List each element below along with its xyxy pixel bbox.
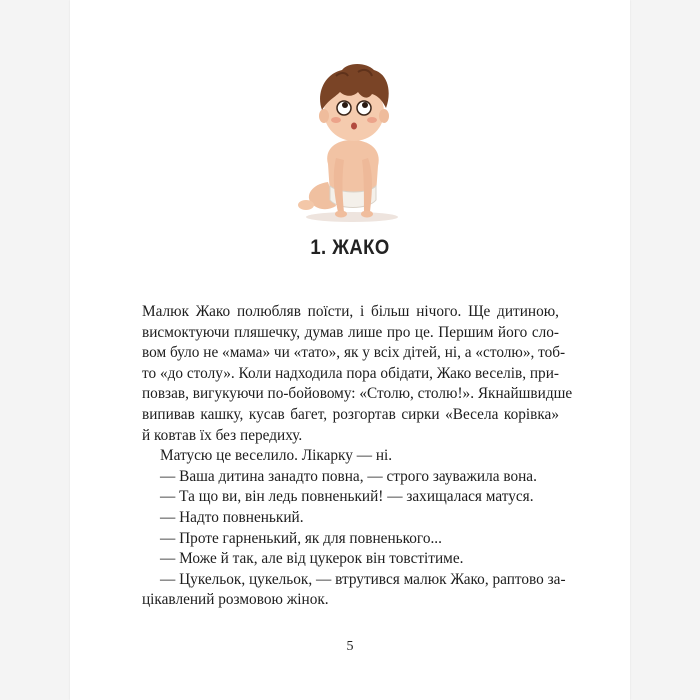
text-line: Малюк Жако полюбляв поїсти, і більш нічого. Ще дитиною, <box>142 303 559 320</box>
text-line: — Надто повненький. <box>160 508 304 526</box>
shadow-shape <box>306 212 398 222</box>
text-line: висмоктуючи пляшечку, думав лише про це. Першим його сло- <box>142 323 559 341</box>
text-line: випивав кашку, кусав багет, розгортав сирки «Весела корівка» <box>142 405 559 423</box>
text-line: — Та що ви, він ледь повненький! — захищалася матуся. <box>160 488 534 506</box>
text-line: цікавлений розмовою жінок. <box>142 591 329 609</box>
book-page <box>70 0 630 700</box>
text-line: повзав, вигукуючи по-бойовому: «Столю, столю!». Якнайшвидше <box>142 385 573 403</box>
text-line: — Може й так, але від цукерок він товстітиме. <box>160 550 464 568</box>
text-line: — Проте гарненький, як для повненького... <box>160 529 442 547</box>
mouth-shape <box>351 123 357 130</box>
chapter-title: 1. ЖАКО <box>310 236 390 259</box>
text-line: й ковтав їх без передиху. <box>142 426 303 444</box>
text-line: — Ваша дитина занадто повна, — строго зауважила вона. <box>160 467 537 485</box>
text-line: вом було не «мама» чи «тато», як у всіх дітей, ні, а «столю», тоб- <box>142 344 566 362</box>
chapter-text <box>142 302 573 611</box>
page-number: 5 <box>346 639 354 654</box>
text-line: то «до столу». Коли надходила пора обідати, Жако веселів, при- <box>142 364 559 382</box>
text-line: Матусю це веселило. Лікарку — ні. <box>160 447 393 465</box>
text-line: — Цукельок, цукельок, — втрутився малюк Жако, раптово за- <box>160 570 566 588</box>
baby-illustration <box>292 54 412 224</box>
